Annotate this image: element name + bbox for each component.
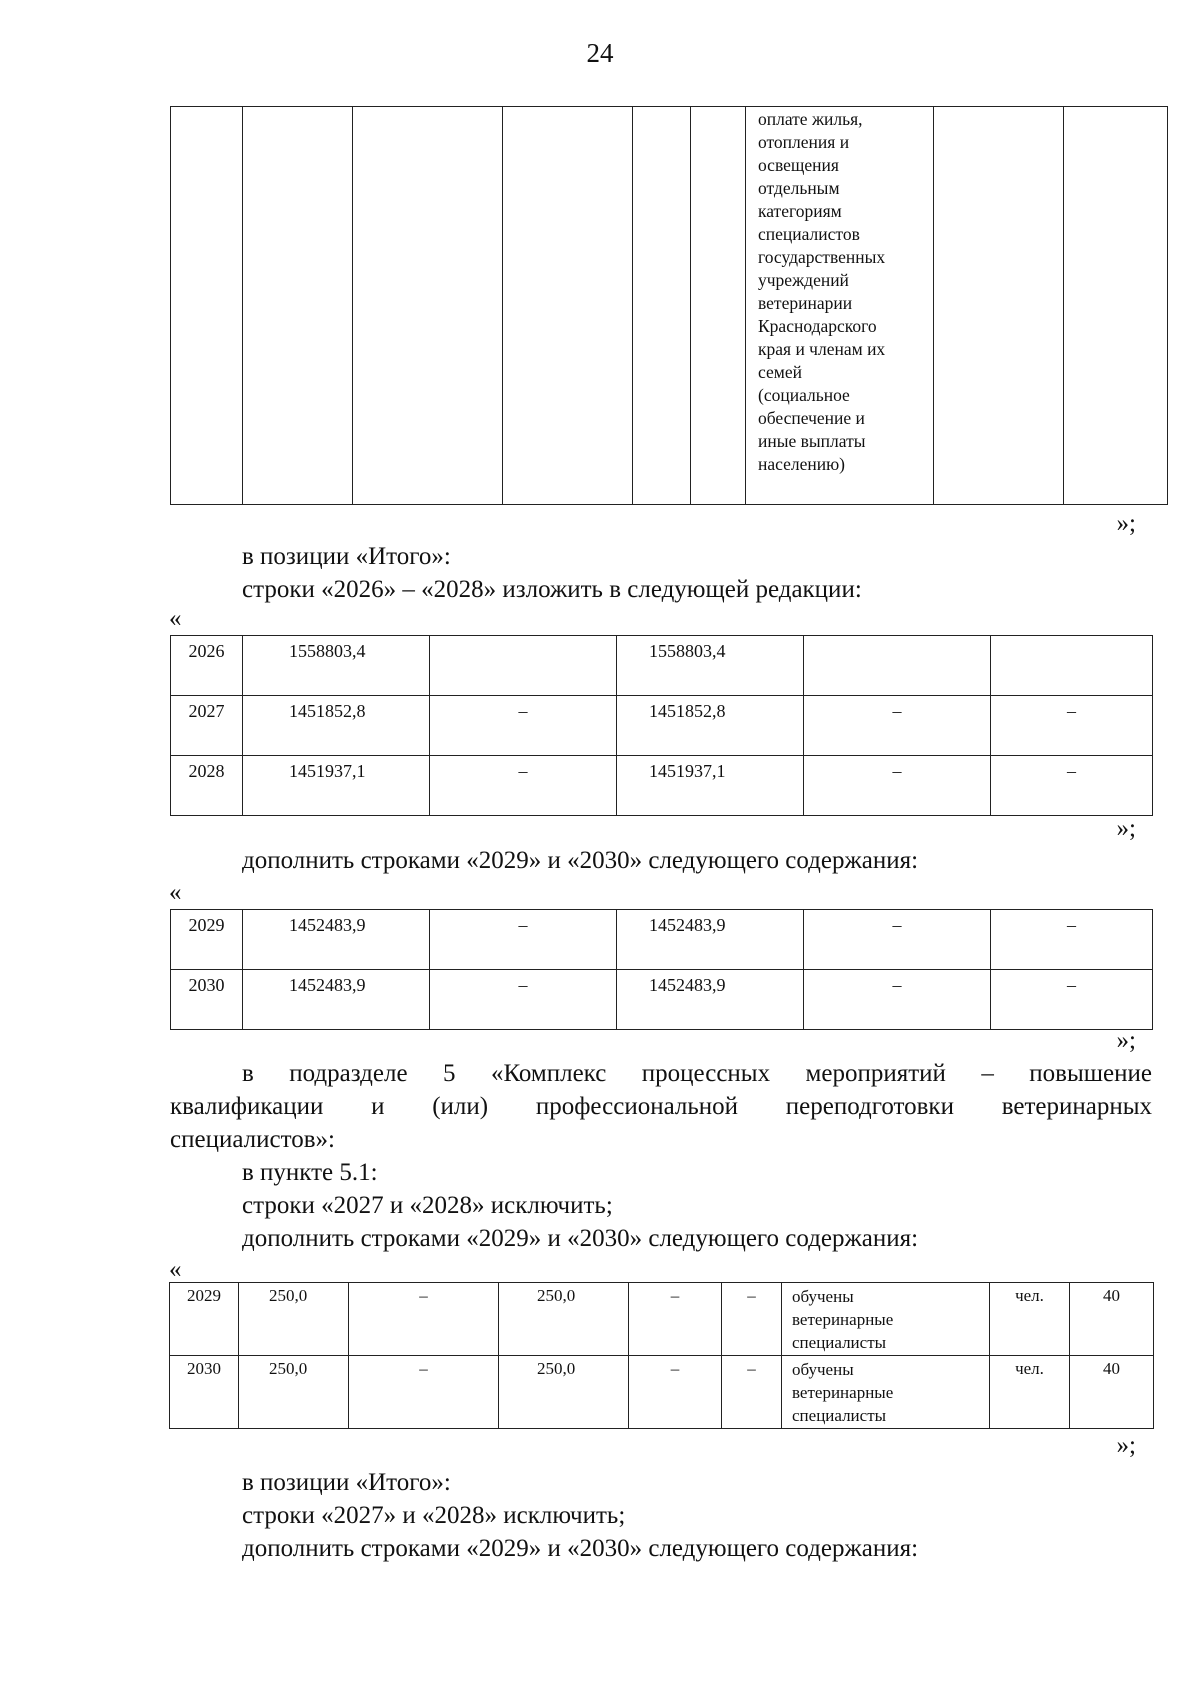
table-row: [171, 107, 1168, 505]
closing-quote-mark: »;: [1116, 1432, 1136, 1459]
table-point-5-1: [169, 1282, 1154, 1429]
closing-quote-mark: »;: [1116, 815, 1136, 842]
opening-quote-mark: «: [169, 1256, 182, 1283]
table-row: 2026 1558803,4 1558803,4: [171, 636, 1153, 696]
closing-quote-mark: »;: [1116, 1027, 1136, 1054]
indicator-text: обучены ветеринарные специалисты: [782, 1356, 990, 1429]
table-row: 2030 1452483,9 – 1452483,9 – –: [171, 970, 1153, 1030]
paragraph: специалистов»:: [170, 1126, 335, 1153]
table-row: 2029 250,0 – 250,0 – – обучены ветеринарные специалисты чел. 40: [170, 1283, 1154, 1356]
paragraph: в позиции «Итого»:: [242, 543, 451, 570]
opening-quote-mark: «: [169, 605, 182, 632]
table-itogo-2026-2028: [170, 635, 1153, 816]
closing-quote-mark: »;: [1116, 510, 1136, 537]
indicator-text: обучены ветеринарные специалисты: [782, 1283, 990, 1356]
table-row: 2027 1451852,8 – 1451852,8 – –: [171, 696, 1153, 756]
paragraph: строки «2027 и «2028» исключить;: [242, 1192, 613, 1219]
opening-quote-mark: «: [169, 879, 182, 906]
paragraph: дополнить строками «2029» и «2030» следующего содержания:: [242, 1225, 919, 1252]
paragraph: в позиции «Итого»:: [242, 1469, 451, 1496]
paragraph: в подразделе 5 «Комплекс процессных мероприятий – повышение: [242, 1060, 1152, 1087]
page-number: 24: [586, 38, 614, 68]
table-itogo-2029-2030: [170, 909, 1153, 1030]
paragraph: строки «2026» – «2028» изложить в следующей редакции:: [242, 576, 862, 603]
paragraph: дополнить строками «2029» и «2030» следующего содержания:: [242, 1535, 919, 1562]
paragraph: в пункте 5.1:: [242, 1159, 378, 1186]
table-row: 2028 1451937,1 – 1451937,1 – –: [171, 756, 1153, 816]
paragraph: дополнить строками «2029» и «2030» следующего содержания:: [242, 847, 919, 874]
measure-description: оплате жилья, отопления и освещения отдельным категориям специалистов государственных учреждений ветеринарии Краснодарского края и членам их семей (социальное обеспечение и иные выплаты населению): [746, 107, 934, 505]
table-row: 2029 1452483,9 – 1452483,9 – –: [171, 910, 1153, 970]
paragraph: квалификации и (или) профессиональной переподготовки ветеринарных: [170, 1093, 1152, 1120]
table-continuation: [170, 106, 1168, 505]
paragraph: строки «2027» и «2028» исключить;: [242, 1502, 626, 1529]
table-row: 2030 250,0 – 250,0 – – обучены ветеринарные специалисты чел. 40: [170, 1356, 1154, 1429]
